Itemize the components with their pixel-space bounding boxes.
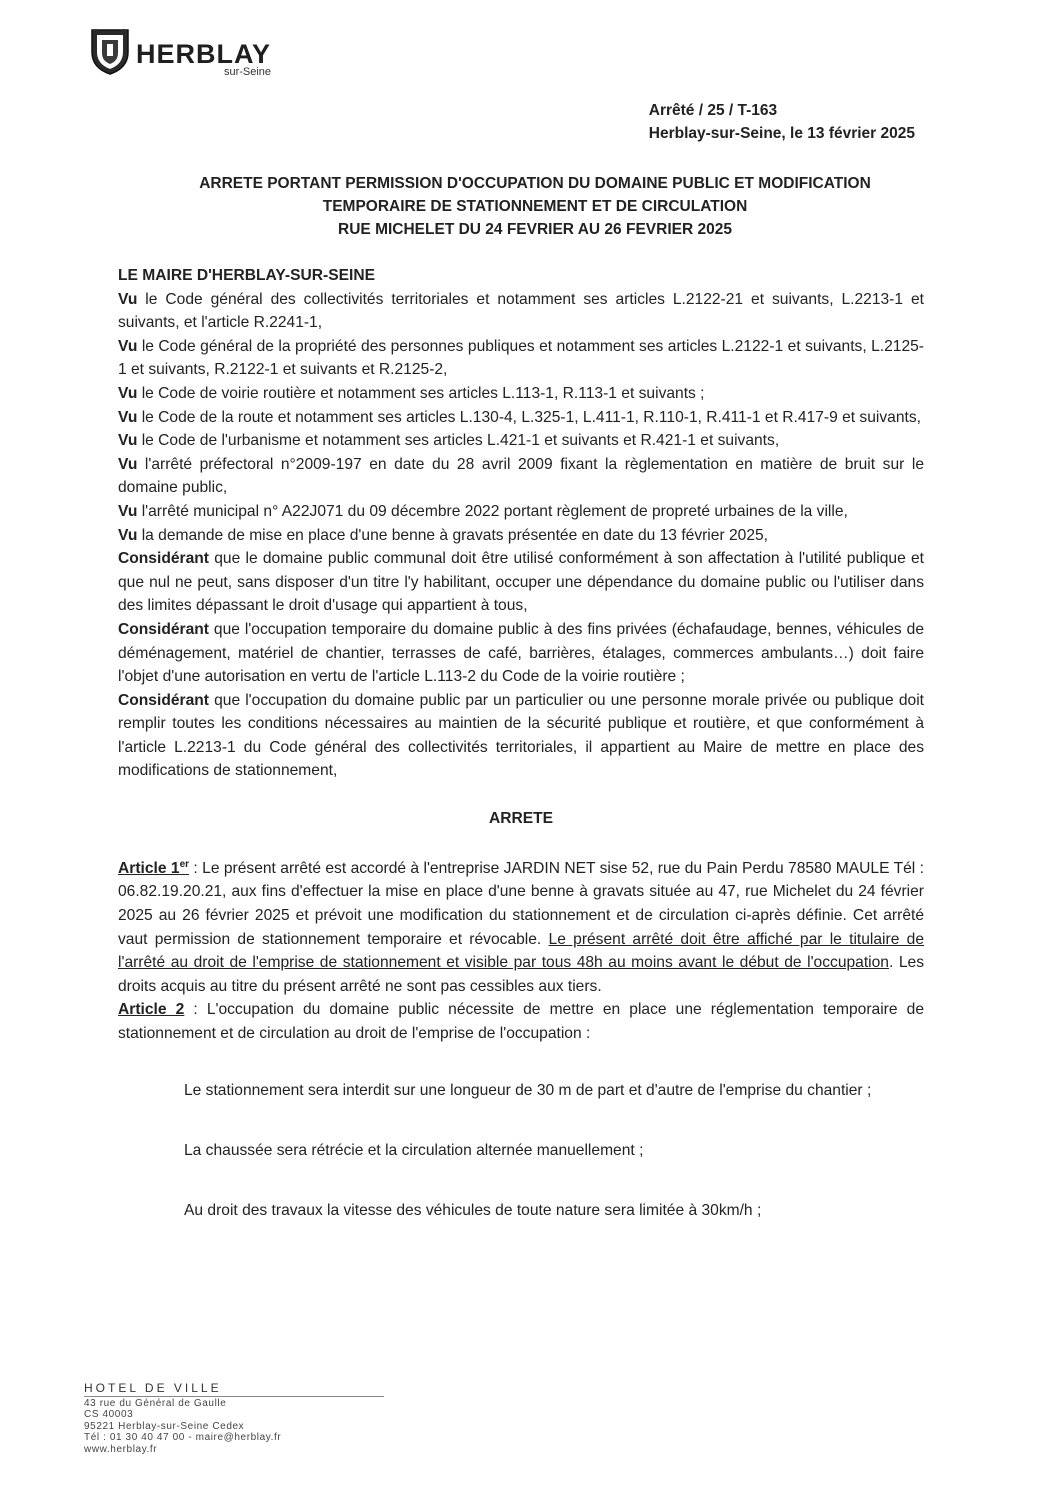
article-1-display-notice: Le présent arrêté doit être affiché par le titulaire de l'arrêté au droit de l'emprise de stationnement et visible par tous 48h au moins avant le début de l'occupation: [118, 930, 924, 972]
preamble-item: [118, 547, 924, 618]
preamble-keyword: Vu: [118, 455, 138, 473]
article-1: [118, 853, 924, 999]
preamble-item: [118, 382, 924, 406]
footer-website: www.herblay.fr: [84, 1443, 158, 1455]
title-line-1: ARRETE PORTANT PERMISSION D'OCCUPATION DU DOMAINE PUBLIC ET MODIFICATION: [199, 175, 871, 192]
preamble-item: [118, 335, 924, 382]
preamble-keyword: Vu: [118, 384, 138, 402]
traffic-measures: [184, 1074, 924, 1228]
preamble-item: [118, 524, 924, 548]
article-2: [118, 998, 924, 1045]
preamble-keyword: Vu: [118, 502, 138, 520]
city-logo: [88, 26, 271, 78]
decree-reference-block: [649, 99, 915, 145]
preamble-text: l'arrêté préfectoral n°2009-197 en date du 28 avril 2009 fixant la règlementation en matière de bruit sur le domaine public,: [118, 455, 924, 497]
title-line-3: RUE MICHELET DU 24 FEVRIER AU 26 FEVRIER 2025: [338, 221, 732, 238]
article-1-text-a: : Le présent arrêté est accordé à l'entreprise JARDIN NET sise 52, rue du Pain Perdu 78580 MAULE Tél : 06.82.19.20.21, aux fins d'effectuer la mise en place d'une benne à gravats située au 47, rue Michelet du 24 février 2025 au 26 février 2025 et prévoit une modification du stationnement et de circulation ci-après définie. Cet arrêté vaut permission de stationnement temporaire et révocable.: [118, 859, 924, 948]
article-1-text-b: . Les droits acquis au titre du présent arrêté ne sont pas cessibles aux tiers.: [118, 954, 925, 995]
footer-address: [84, 1383, 384, 1455]
preamble-keyword: Considérant: [118, 550, 209, 568]
measure-item: Au droit des travaux la vitesse des véhicules de toute nature sera limitée à 30km/h ;: [184, 1201, 762, 1219]
document-body: [118, 264, 924, 1254]
logo-subtitle: sur-Seine: [223, 66, 272, 78]
preamble-text: que l'occupation temporaire du domaine public à des fins privées (échafaudage, bennes, véhicules de déménagement, matériel de chantier, terrasses de café, barrières, étalages, commerces ambulants…) doit faire l'objet d'une autorisation en vertu de l'article L.113-2 du Code de la voirie routière ;: [118, 620, 924, 686]
article-2-label: Article 2: [118, 1001, 185, 1019]
preamble-text: la demande de mise en place d'une benne à gravats présentée en date du 13 février 2025,: [137, 526, 768, 544]
preamble-keyword: Vu: [118, 290, 138, 308]
preamble-keyword: Considérant: [118, 620, 209, 638]
preamble-item: [118, 500, 924, 524]
footer-contact: Tél : 01 30 40 47 00 - maire@herblay.fr: [84, 1432, 282, 1443]
arrete-heading: ARRETE: [488, 810, 554, 828]
decree-reference: Arrêté / 25 / T-163: [648, 102, 778, 119]
preamble-item: [118, 618, 924, 689]
preamble-keyword: Vu: [118, 337, 138, 355]
preamble-text: que l'occupation du domaine public par un particulier ou une personne morale privée ou publique doit remplir toutes les conditions nécessaires au maintien de la sécurité publique et routière, et que conformément à l'article L.2213-1 du Code général des collectivités territoriales, il appartient au Maire de mettre en place des modifications de stationnement,: [118, 691, 924, 780]
preamble-text: le Code général des collectivités territoriales et notamment ses articles L.2122-21 et suivants, L.2213-1 et suivants, et l'article R.2241-1,: [118, 290, 924, 332]
preamble-item: [118, 453, 924, 500]
preamble-item: [118, 288, 924, 335]
document-title: [100, 172, 970, 241]
preamble-keyword: Considérant: [118, 691, 209, 709]
measure-item: Le stationnement sera interdit sur une longueur de 30 m de part et d'autre de l'emprise du chantier ;: [184, 1081, 872, 1099]
title-line-2: TEMPORAIRE DE STATIONNEMENT ET DE CIRCULATION: [322, 198, 748, 215]
preamble-text: le Code de l'urbanisme et notamment ses articles L.421-1 et suivants et R.421-1 et suivants,: [137, 432, 780, 450]
logo-name: HERBLAY: [136, 39, 272, 69]
preamble-text: le Code de la route et notamment ses articles L.130-4, L.325-1, L.411-1, R.110-1, R.411-1 et R.417-9 et suivants,: [137, 408, 921, 426]
footer-address-line: CS 40003: [84, 1409, 134, 1420]
article-2-text: : L'occupation du domaine public nécessite de mettre en place une réglementation temporaire de stationnement et de circulation au droit de l'emprise de l'occupation :: [118, 1001, 924, 1042]
footer-title: HOTEL DE VILLE: [84, 1383, 384, 1397]
place-date: Herblay-sur-Seine, le 13 février 2025: [648, 125, 915, 142]
preamble-item: [118, 406, 924, 430]
article-1-label: Article 1er: [118, 858, 190, 877]
preamble-text: le Code général de la propriété des personnes publiques et notamment ses articles L.2122-1 et suivants, L.2125-1 et suivants, R.2122-1 et suivants et R.2125-2,: [118, 337, 924, 379]
preamble-keyword: Vu: [118, 408, 138, 426]
preamble-list: [118, 288, 924, 783]
preamble-keyword: Vu: [118, 526, 138, 544]
measure-item: La chaussée sera rétrécie et la circulation alternée manuellement ;: [184, 1141, 644, 1159]
preamble-text: l'arrêté municipal n° A22J071 du 09 décembre 2022 portant règlement de propreté urbaines de la ville,: [137, 502, 848, 520]
preamble-item: [118, 429, 924, 453]
city-crest-icon: [88, 26, 132, 76]
preamble-text: le Code de voirie routière et notamment ses articles L.113-1, R.113-1 et suivants ;: [137, 384, 705, 402]
preamble-text: que le domaine public communal doit être utilisé conformément à son affectation à l'utilité publique et que nul ne peut, sans disposer d'un titre l'y habilitant, occuper une dépendance du domaine public ou l'utiliser dans des limites dépassant le droit d'usage qui appartient à tous,: [118, 550, 924, 615]
mayor-heading: LE MAIRE D'HERBLAY-SUR-SEINE: [118, 267, 375, 284]
preamble-item: [118, 689, 924, 783]
footer-address-line: 95221 Herblay-sur-Seine Cedex: [84, 1420, 245, 1432]
footer-address-line: 43 rue du Général de Gaulle: [84, 1397, 227, 1409]
preamble-keyword: Vu: [118, 432, 138, 450]
